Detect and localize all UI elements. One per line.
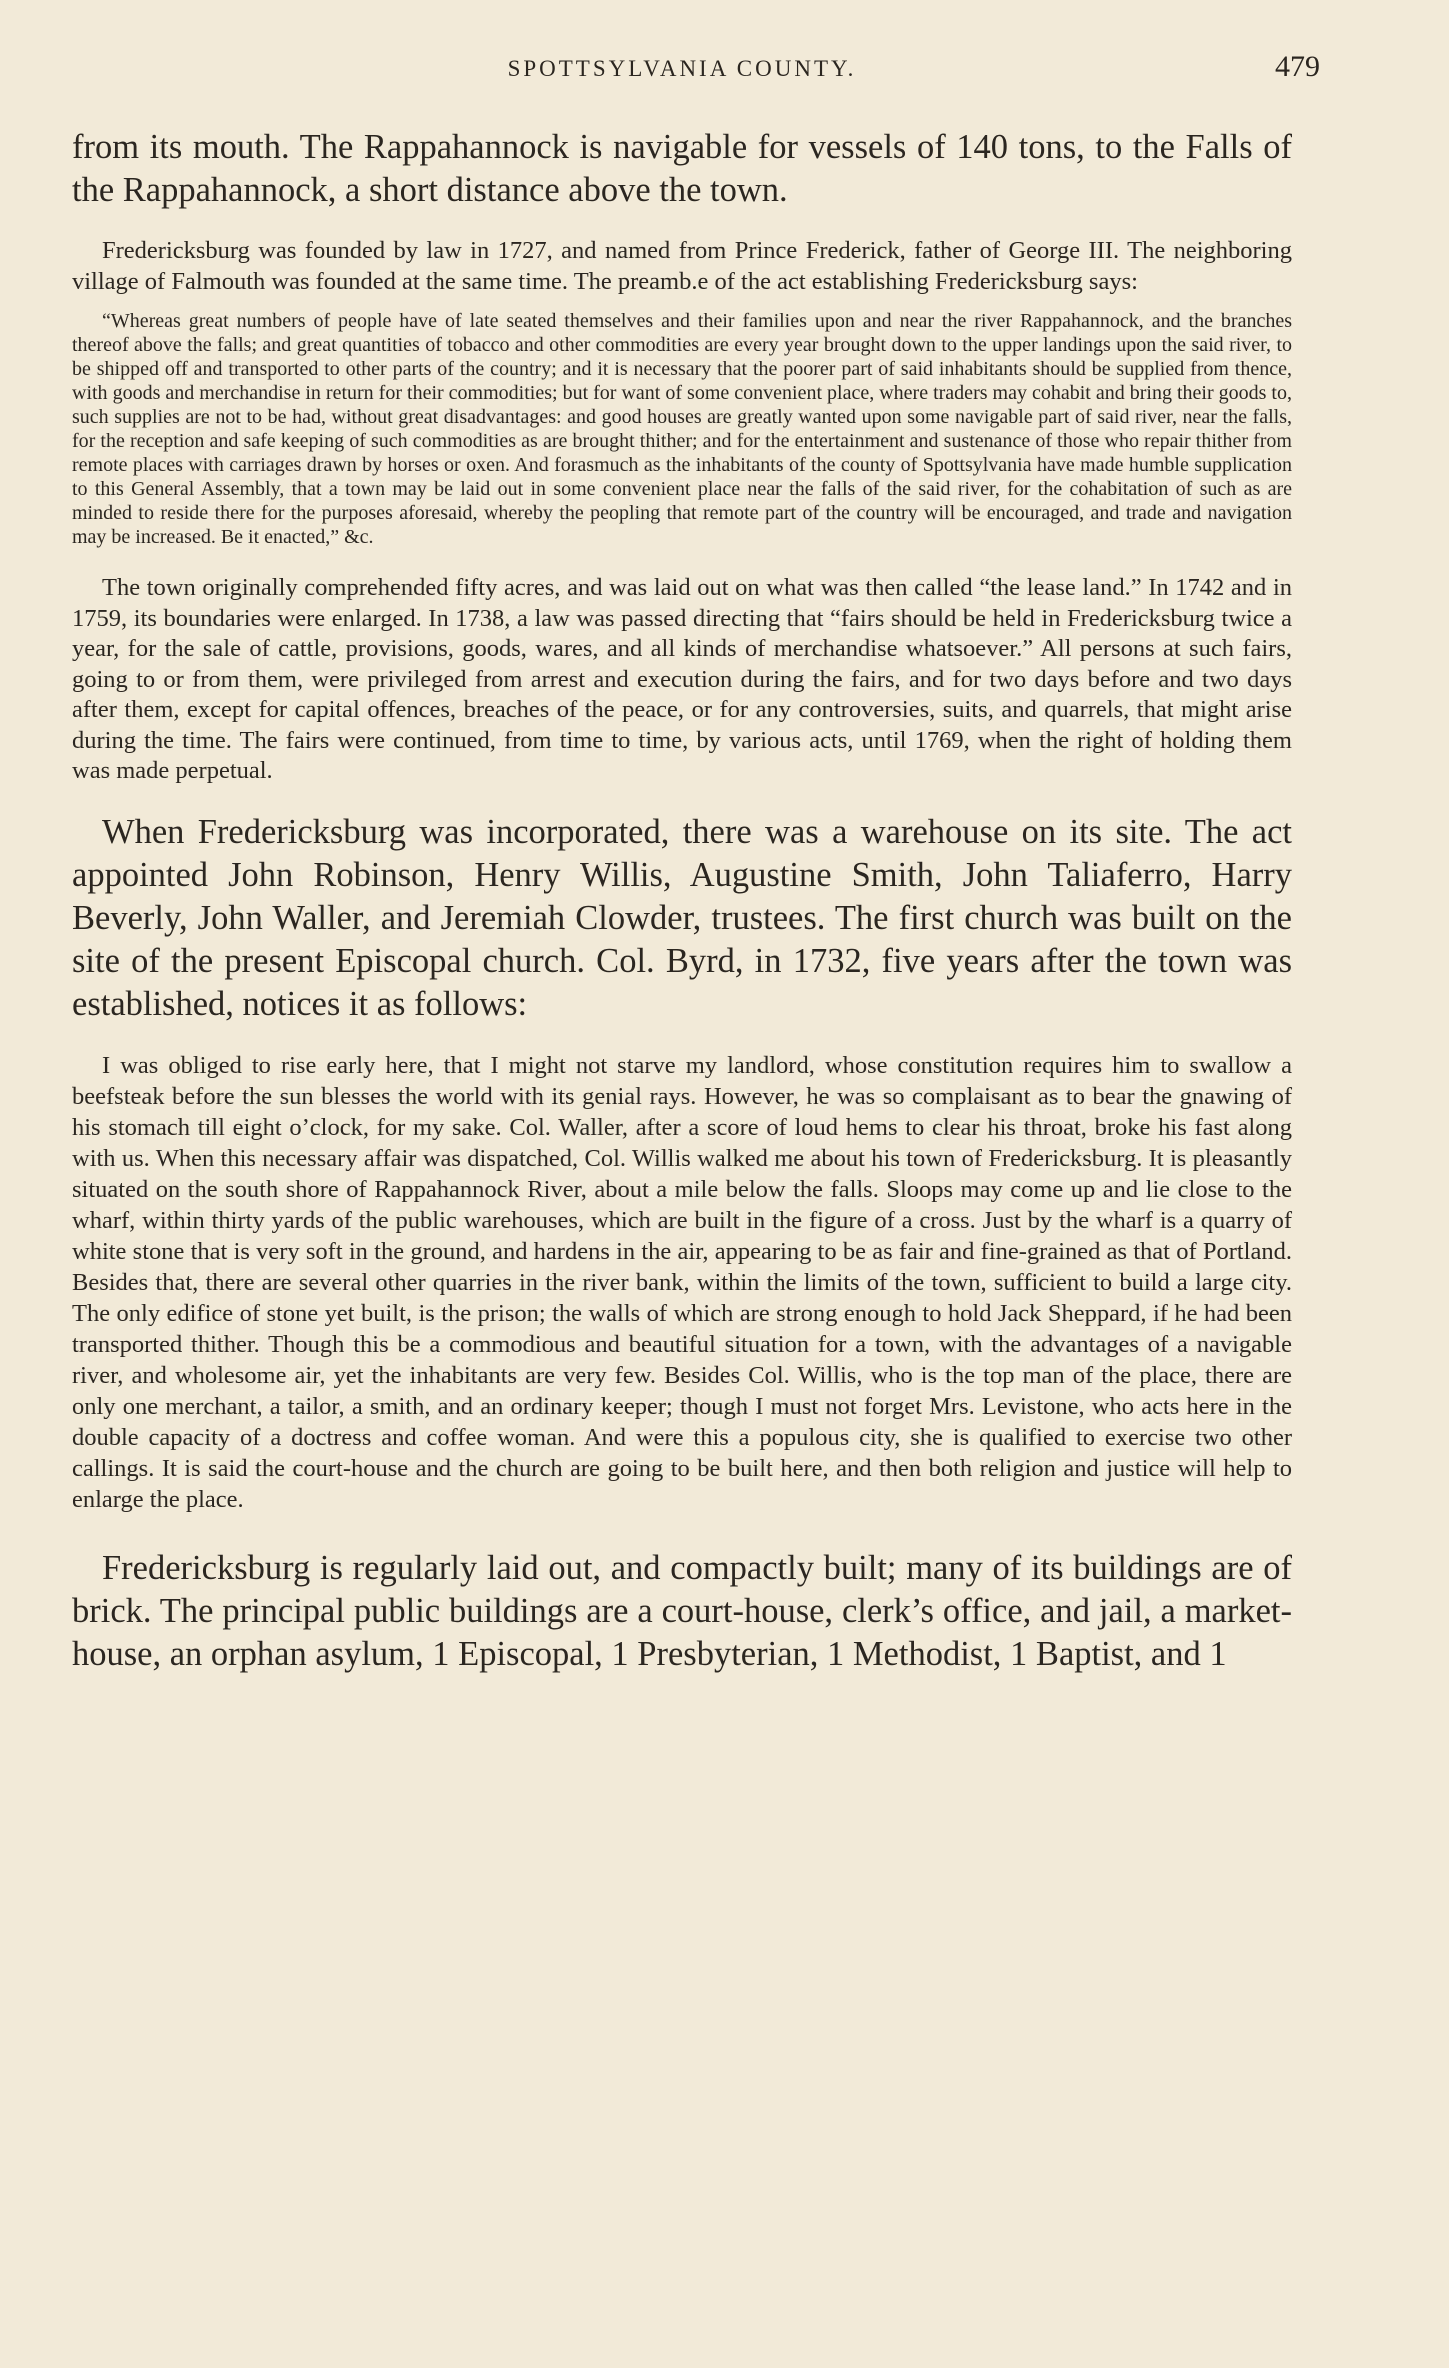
book-page xyxy=(72,50,1320,2350)
byrd-quotation: I was obliged to rise early here, that I might not starve my landlord, whose constitution requires him to swallow a beefsteak before the sun blesses the world with its genial rays. However, he was so complaisant as to bear the gnawing of his stomach till eight o’clock, for my sake. Col. Waller, after a score of loud hems to clear his throat, broke his fast along with us. When this necessary affair was dispatched, Col. Willis walked me about his town of Fredericksburg. It is pleasantly situated on the south shore of Rappahannock River, about a mile below the falls. Sloops may come up and lie close to the wharf, within thirty yards of the public warehouses, which are built in the figure of a cross. Just by the wharf is a quarry of white stone that is very soft in the ground, and hardens in the air, appearing to be as fair and fine-grained as that of Portland. Besides that, there are several other quarries in the river bank, within the limits of the town, sufficient to build a large city. The only edifice of stone yet built, is the prison; the walls of which are strong enough to hold Jack Sheppard, if he had been transported thither. Though this be a commodious and beautiful situation for a town, with the advantages of a navigable river, and wholesome air, yet the inhabitants are very few. Besides Col. Willis, who is the top man of the place, there are only one merchant, a tailor, a smith, and an ordinary keeper; though I must not forget Mrs. Levistone, who acts here in the double capacity of a doctress and coffee woman. And were this a populous city, she is qualified to exercise two other callings. It is said the court-house and the church are going to be built here, and then both religion and justice will help to enlarge the place. xyxy=(72,1051,1292,1513)
paragraph-rappahannock-navigation: from its mouth. The Rappahannock is navigable for vessels of 140 tons, to the Falls of the Rappahannock, a short distance above the town. xyxy=(72,128,1292,209)
running-head: SPOTTSYLVANIA COUNTY. xyxy=(507,56,857,81)
paragraph-public-buildings: Fredericksburg is regularly laid out, and compactly built; many of its buildings are of brick. The principal public buildings are a court-house, clerk’s office, and jail, a market-house, an orphan asylum, 1 Episcopal, 1 Presbyterian, 1 Methodist, 1 Baptist, and 1 xyxy=(72,1548,1292,1673)
paragraph-fairs: The town originally comprehended fifty acres, and was laid out on what was then called “the lease land.” In 1742 and in 1759, its boundaries were enlarged. In 1738, a law was passed directing that “fairs should be held in Fredericksburg twice a year, for the sale of cattle, provisions, goods, wares, and all kinds of merchandise whatsoever.” All persons at such fairs, going to or from them, were privileged from arrest and execution during the fairs, and for two days before and two days after them, except for capital offences, breaches of the peace, or for any controversies, suits, and quarrels, that might arise during the time. The fairs were continued, from time to time, by various acts, until 1769, when the right of holding them was made perpetual. xyxy=(72,574,1292,784)
page-number: 479 xyxy=(1275,50,1320,83)
page-header xyxy=(72,50,1320,90)
paragraph-incorporation: When Fredericksburg was incorporated, there was a warehouse on its site. The act appointed John Robinson, Henry Willis, Augustine Smith, John Taliaferro, Harry Beverly, John Waller, and Jeremiah Clowder, trustees. The first church was built on the site of the present Episcopal church. Col. Byrd, in 1732, five years after the town was established, notices it as follows: xyxy=(72,812,1292,1023)
preamble-quotation: “Whereas great numbers of people have of late seated themselves and their families upon and near the river Rappahannock, and the branches thereof above the falls; and great quantities of tobacco and other commodities are every year brought down to the upper landings upon the said river, to be shipped off and transported to other parts of the country; and it is necessary that the poorer part of said inhabitants should be supplied from thence, with goods and merchandise in return for their commodities; but for want of some convenient place, where traders may cohabit and bring their goods to, such supplies are not to be had, without great disadvantages: and good houses are greatly wanted upon some navigable part of said river, near the falls, for the reception and safe keeping of such commodities as are brought thither; and for the entertainment and sustenance of those who repair thither from remote places with carriages drawn by horses or oxen. And forasmuch as the inhabitants of the county of Spottsylvania have made humble supplication to this General Assembly, that a town may be laid out in some convenient place near the falls of the said river, for the cohabitation of such as are minded to reside there for the purposes aforesaid, whereby the peopling that remote part of the country will be encouraged, and trade and navigation may be increased. Be it enacted,” &c. xyxy=(72,310,1292,548)
paragraph-founding: Fredericksburg was founded by law in 1727, and named from Prince Frederick, father of George III. The neighboring village of Falmouth was founded at the same time. The preamb.e of the act establishing Fredericksburg says: xyxy=(72,237,1292,295)
